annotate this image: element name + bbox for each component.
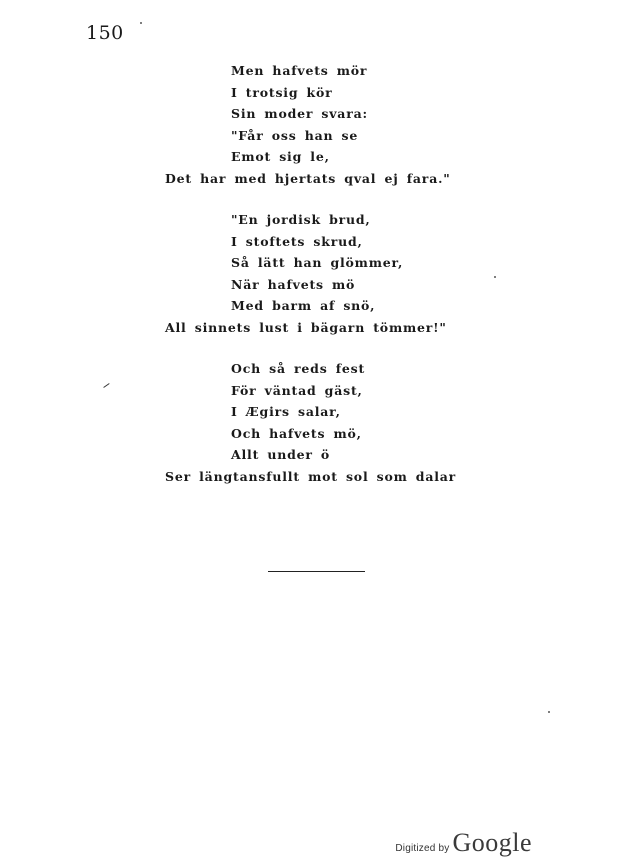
poem-line: För väntad gäst,: [231, 382, 363, 398]
scan-speck: [494, 276, 496, 278]
poem-line: Med barm af snö,: [231, 298, 376, 313]
scan-speck: [548, 711, 550, 713]
page-number: 150: [86, 22, 124, 44]
margin-mark: [103, 383, 109, 388]
digitized-by-google: [395, 828, 532, 858]
digitized-by-label: Digitized by: [395, 843, 450, 854]
poem-line: När hafvets mö: [231, 276, 356, 292]
poem-line: I Ægirs salar,: [231, 404, 341, 419]
poem-line: Det har med hjertats qval ej fara.": [165, 170, 451, 186]
poem-line: Och så reds fest: [231, 361, 366, 376]
poem-line: Så lätt han glömmer,: [231, 255, 404, 270]
stanza-3: [165, 358, 495, 487]
poem-line: Ser längtansfullt mot sol som dalar: [165, 468, 457, 484]
poem-line: "En jordisk brud,: [231, 212, 371, 227]
stanza-2: [165, 209, 495, 338]
poem-line: Emot sig le,: [231, 149, 330, 164]
poem-line: All sinnets lust i bägarn tömmer!": [165, 319, 447, 335]
poem: [165, 60, 495, 507]
poem-line: Sin moder svara:: [231, 106, 368, 121]
poem-line: Och hafvets mö,: [231, 425, 362, 441]
poem-line: I trotsig kör: [231, 84, 333, 100]
poem-line: I stoftets skrud,: [231, 233, 363, 249]
section-rule: [268, 571, 365, 572]
stanza-1: [165, 60, 495, 189]
poem-line: Allt under ö: [231, 447, 331, 462]
google-logo: Google: [452, 828, 532, 857]
poem-line: "Får oss han se: [231, 127, 359, 143]
scan-speck: [140, 22, 142, 24]
poem-line: Men hafvets mör: [231, 63, 368, 78]
